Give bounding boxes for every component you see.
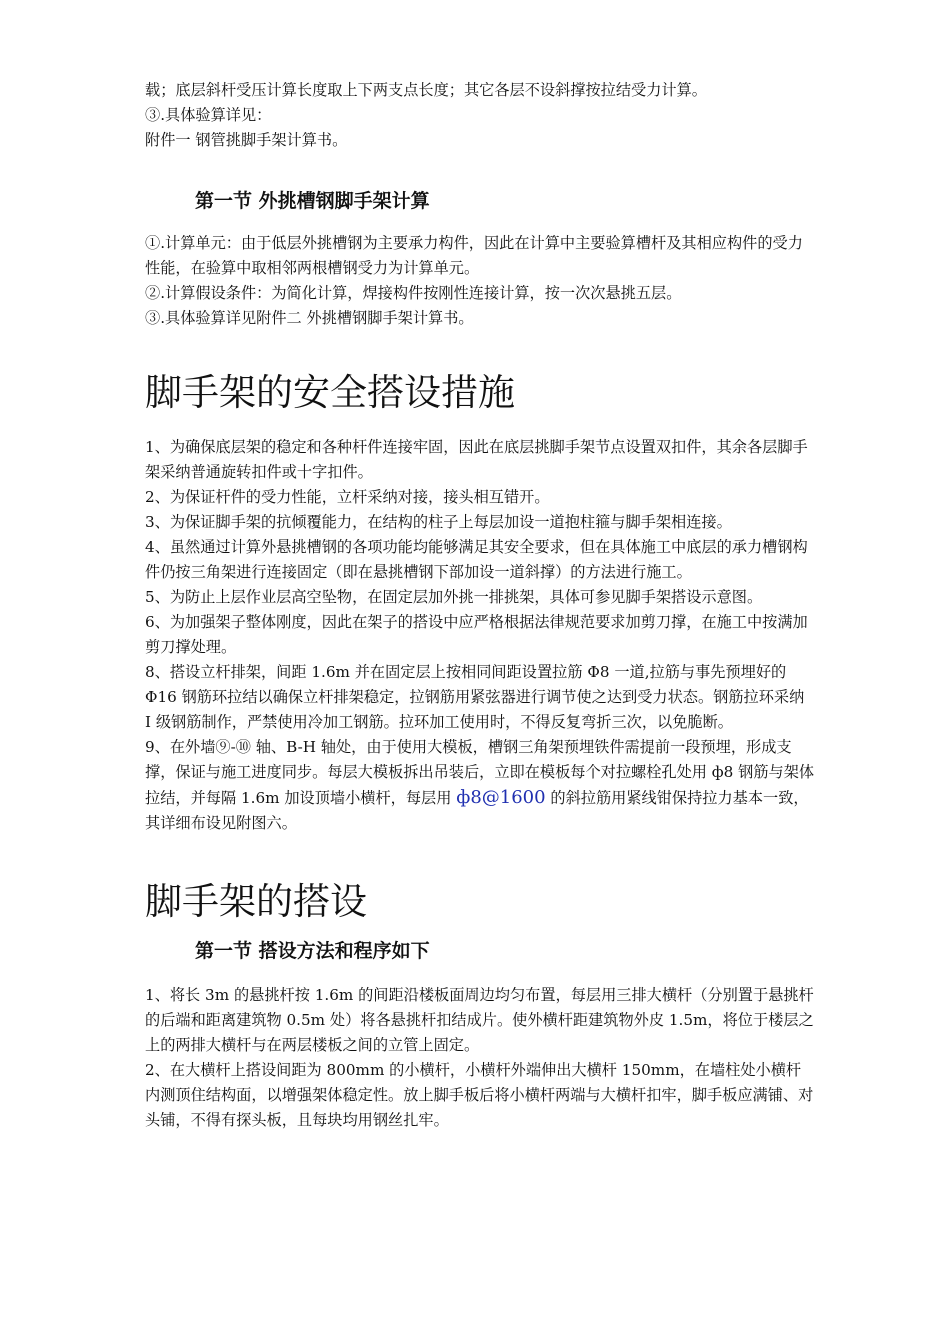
safety-item-6: 6、为加强架子整体刚度，因此在架子的搭设中应严格根据法律规范要求加剪刀撑，在施工中按满加剪刀撑处理。 bbox=[145, 613, 808, 656]
chapter-heading-safety: 脚手架的安全搭设措施 bbox=[145, 371, 515, 414]
safety-item-3: 3、为保证脚手架的抗倾覆能力，在结构的柱子上每层加设一道抱柱箍与脚手架相连接。 bbox=[145, 513, 732, 531]
section-heading-calc: 第一节 外挑槽钢脚手架计算 bbox=[195, 190, 430, 212]
chapter-heading-erect: 脚手架的搭设 bbox=[145, 880, 367, 923]
document-page bbox=[145, 78, 815, 1133]
safety-item-1: 1、为确保底层架的稳定和各种杆件连接牢固，因此在底层挑脚手架节点设置双扣件，其余各层脚手架采纳普通旋转扣件或十字扣件。 bbox=[145, 438, 808, 481]
paragraph-calc-ref: ③.具体验算详见附件二 外挑槽钢脚手架计算书。 bbox=[145, 309, 474, 327]
safety-item-4: 4、虽然通过计算外悬挑槽钢的各项功能均能够满足其安全要求，但在具体施工中底层的承力槽钢构件仍按三角架进行连接固定（即在悬挑槽钢下部加设一道斜撑）的方法进行施工。 bbox=[145, 538, 808, 581]
safety-item-5: 5、为防止上层作业层高空坠物，在固定层加外挑一排挑架，具体可参见脚手架搭设示意图。 bbox=[145, 588, 763, 606]
safety-item-9-part-b: 的斜拉筋用紧线钳保持拉力基本一致，其详细布设见附图六。 bbox=[145, 789, 809, 832]
paragraph-continued: 载；底层斜杆受压计算长度取上下两支点长度；其它各层不设斜撑按拉结受力计算。 bbox=[145, 81, 707, 99]
paragraph-calc-assumption: ②.计算假设条件：为简化计算，焊接构件按刚性连接计算，按一次次悬挑五层。 bbox=[145, 284, 682, 302]
rebar-spec-highlight: ф8@1600 bbox=[456, 787, 546, 808]
paragraph-calc-unit: ①.计算单元：由于低层外挑槽钢为主要承力构件，因此在计算中主要验算槽杆及其相应构件的受力性能，在验算中取相邻两根槽钢受力为计算单元。 bbox=[145, 234, 803, 277]
safety-item-2: 2、为保证杆件的受力性能，立杆采纳对接，接头相互错开。 bbox=[145, 488, 550, 506]
erect-item-2: 2、在大横杆上搭设间距为 800mm 的小横杆，小横杆外端伸出大横杆 150mm，在墙柱处小横杆内测顶住结构面，以增强架体稳定性。放上脚手板后将小横杆两端与大横杆扣牢，脚手板应满铺、对头铺，不得有探头板，且每块均用钢丝扎牢。 bbox=[145, 1061, 814, 1129]
safety-item-8: 8、搭设立杆排架，间距 1.6m 并在固定层上按相同间距设置拉筋 Φ8 一道,拉筋与事先预埋好的 Φ16 钢筋环拉结以确保立杆排架稳定，拉钢筋用紧弦器进行调节使之达到受力状态。钢筋拉环采纳 I 级钢筋制作，严禁使用冷加工钢筋。拉环加工使用时，不得反复弯折三次，以免脆断。 bbox=[145, 663, 805, 731]
erect-item-1: 1、将长 3m 的悬挑杆按 1.6m 的间距沿楼板面周边均匀布置，每层用三排大横杆（分别置于悬挑杆的后端和距离建筑物 0.5m 处）将各悬挑杆扣结成片。使外横杆距建筑物外皮 1.5m，将位于楼层之上的两排大横杆与在两层楼板之间的立管上固定。 bbox=[145, 986, 814, 1054]
section-heading-method: 第一节 搭设方法和程序如下 bbox=[195, 940, 430, 962]
safety-item-9 bbox=[145, 735, 815, 836]
paragraph-attachment-1: 附件一 钢管挑脚手架计算书。 bbox=[145, 131, 348, 149]
safety-item-9-part-a: 9、在外墙⑨-⑩ 轴、B-H 轴处，由于使用大模板，槽钢三角架预埋铁件需提前一段预埋，形成支撑，保证与施工进度同步。每层大模板拆出吊装后，立即在模板每个对拉螺栓孔处用 ф8 钢筋与架体拉结，并每隔 1.6m 加设顶墙小横杆，每层用 bbox=[145, 738, 815, 807]
paragraph-detail-ref: ③.具体验算详见： bbox=[145, 106, 272, 124]
